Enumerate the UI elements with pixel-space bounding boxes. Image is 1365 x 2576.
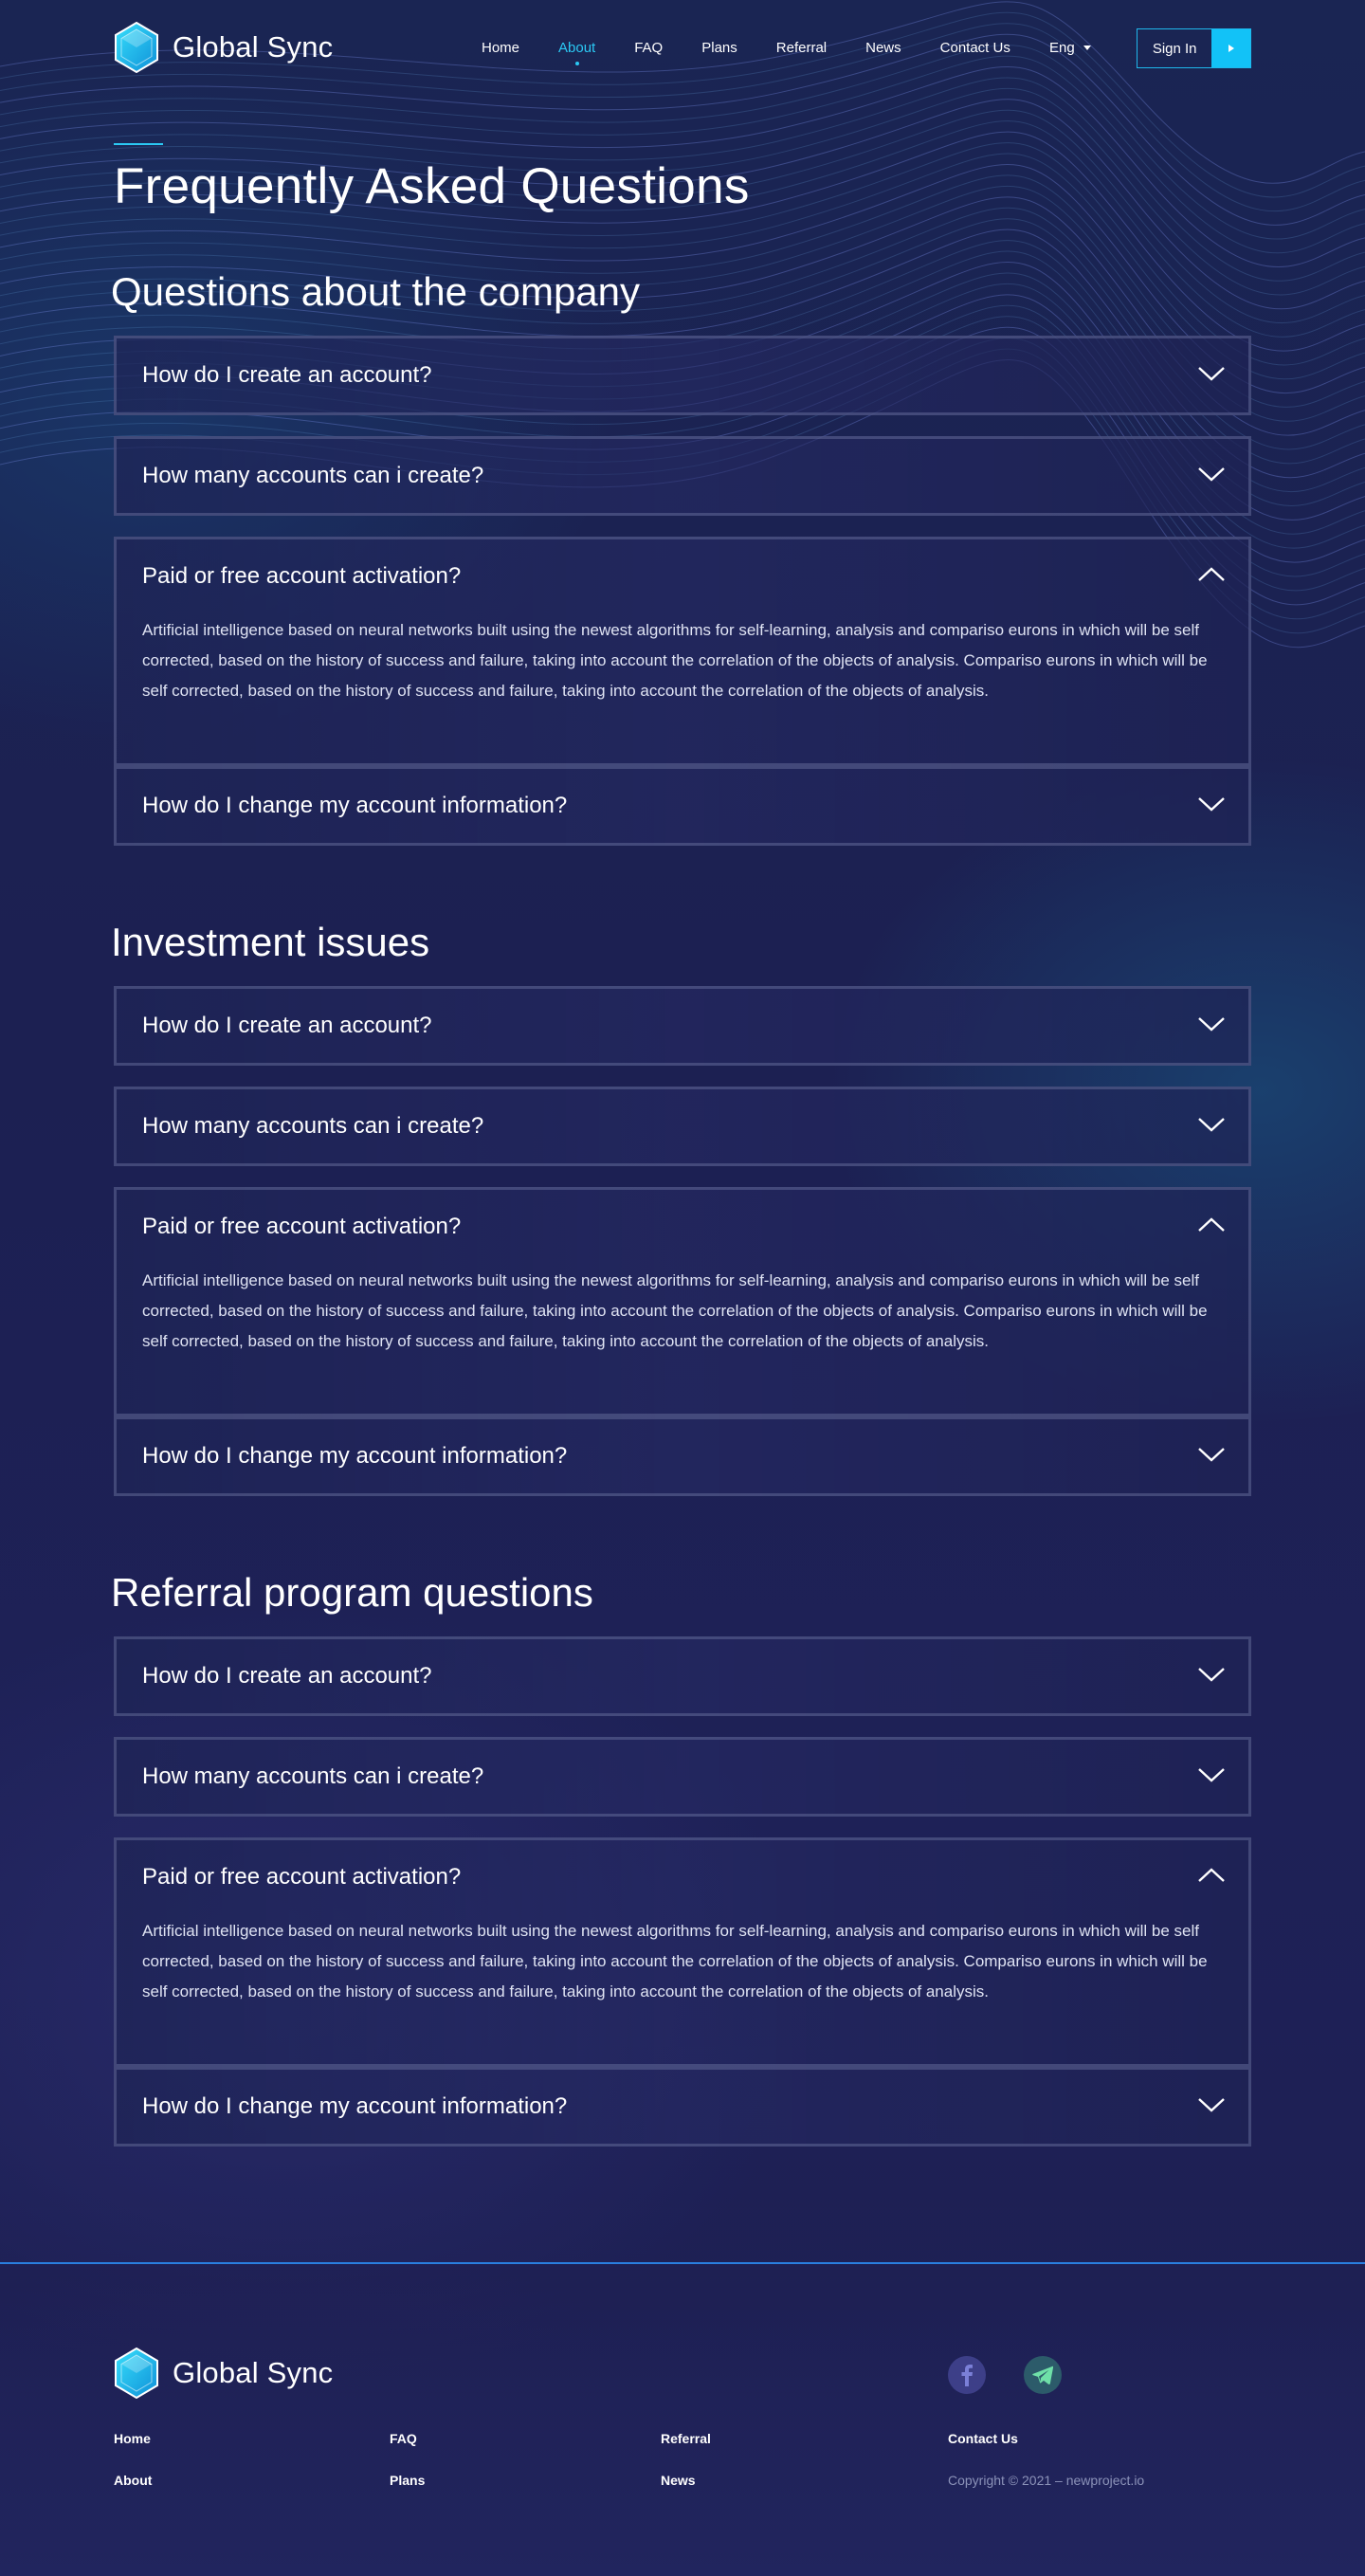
faq-toggle[interactable] bbox=[117, 1419, 1248, 1493]
section-title: Questions about the company bbox=[111, 269, 641, 314]
title-accent-line bbox=[114, 143, 163, 145]
footer-link-plans[interactable]: Plans bbox=[390, 2473, 426, 2488]
nav-referral[interactable]: Referral bbox=[775, 39, 828, 56]
faq-answer: Artificial intelligence based on neural networks built using the newest algorithms for self-learning, analysis and compariso eurons in which will be self corrected, based on the history of success and failure, taking into account the correlation of the objects of analysis. Compariso eurons in which will be self corrected, based on the history of success and failure, taking into account the correlation of the objects of analysis. bbox=[142, 1922, 1208, 2001]
faq-question: How do I change my account information? bbox=[142, 793, 568, 818]
faq-question: Paid or free account activation? bbox=[142, 1214, 462, 1239]
faq-toggle[interactable] bbox=[117, 338, 1248, 412]
wave-line bbox=[0, 56, 1365, 253]
caret-down-icon bbox=[1083, 46, 1091, 50]
site-footer bbox=[0, 2264, 1365, 2576]
page-title: Frequently Asked Questions bbox=[114, 158, 750, 214]
faq-item bbox=[114, 1087, 1251, 1166]
footer-link-about[interactable]: About bbox=[114, 2473, 153, 2488]
faq-item bbox=[114, 986, 1251, 1066]
faq-toggle[interactable] bbox=[117, 989, 1248, 1063]
faq-question: How many accounts can i create? bbox=[142, 1763, 484, 1789]
facebook-link[interactable] bbox=[948, 2356, 986, 2394]
chevron-down-icon bbox=[1197, 465, 1226, 484]
footer-link-home[interactable]: Home bbox=[114, 2431, 151, 2446]
sign-in-label: Sign In bbox=[1152, 40, 1197, 57]
hexagon-logo-icon bbox=[114, 22, 159, 73]
footer-link-news[interactable]: News bbox=[661, 2473, 696, 2488]
chevron-down-icon bbox=[1197, 1445, 1226, 1464]
faq-item bbox=[114, 1837, 1251, 2067]
section-title: Investment issues bbox=[111, 920, 430, 964]
faq-answer: Artificial intelligence based on neural networks built using the newest algorithms for self-learning, analysis and compariso eurons in which will be self corrected, based on the history of success and failure, taking into account the correlation of the objects of analysis. Compariso eurons in which will be self corrected, based on the history of success and failure, taking into account the correlation of the objects of analysis. bbox=[142, 1271, 1208, 1350]
faq-question: How do I create an account? bbox=[142, 1663, 432, 1689]
footer-link-contact-us[interactable]: Contact Us bbox=[948, 2431, 1018, 2446]
chevron-down-icon bbox=[1197, 1665, 1226, 1684]
faq-question: Paid or free account activation? bbox=[142, 563, 462, 589]
telegram-link[interactable] bbox=[1024, 2356, 1062, 2394]
facebook-icon bbox=[960, 2364, 974, 2386]
language-label: Eng bbox=[1049, 39, 1075, 56]
footer-link-referral[interactable]: Referral bbox=[661, 2431, 711, 2446]
faq-question: How do I change my account information? bbox=[142, 2093, 568, 2119]
footer-link-faq[interactable]: FAQ bbox=[390, 2431, 417, 2446]
section-title: Referral program questions bbox=[111, 1570, 593, 1615]
faq-question: How do I change my account information? bbox=[142, 1443, 568, 1469]
chevron-down-icon bbox=[1197, 1014, 1226, 1033]
faq-toggle[interactable] bbox=[117, 1639, 1248, 1713]
faq-question: Paid or free account activation? bbox=[142, 1864, 462, 1890]
footer-brand-logo[interactable] bbox=[114, 2348, 333, 2398]
telegram-icon bbox=[1032, 2366, 1053, 2384]
chevron-up-icon bbox=[1197, 1215, 1226, 1234]
chevron-down-icon bbox=[1197, 795, 1226, 813]
faq-answer: Artificial intelligence based on neural networks built using the newest algorithms for self-learning, analysis and compariso eurons in which will be self corrected, based on the history of success and failure, taking into account the correlation of the objects of analysis. Compariso eurons in which will be self corrected, based on the history of success and failure, taking into account the correlation of the objects of analysis. bbox=[142, 621, 1208, 700]
nav-home[interactable]: Home bbox=[482, 39, 520, 56]
play-arrow-icon bbox=[1211, 29, 1250, 67]
faq-toggle[interactable] bbox=[117, 1089, 1248, 1163]
chevron-up-icon bbox=[1197, 1866, 1226, 1885]
chevron-down-icon bbox=[1197, 2095, 1226, 2114]
chevron-up-icon bbox=[1197, 565, 1226, 584]
hexagon-logo-icon bbox=[114, 2348, 159, 2399]
faq-item bbox=[114, 1416, 1251, 1496]
site-header bbox=[114, 23, 1251, 72]
nav-faq[interactable]: FAQ bbox=[634, 39, 664, 56]
chevron-down-icon bbox=[1197, 1765, 1226, 1784]
faq-item bbox=[114, 766, 1251, 846]
chevron-down-icon bbox=[1197, 364, 1226, 383]
nav-news[interactable]: News bbox=[865, 39, 901, 56]
faq-item bbox=[114, 336, 1251, 415]
faq-question: How many accounts can i create? bbox=[142, 1113, 484, 1139]
chevron-down-icon bbox=[1197, 1115, 1226, 1134]
faq-item bbox=[114, 2067, 1251, 2147]
faq-question: How many accounts can i create? bbox=[142, 463, 484, 488]
faq-item bbox=[114, 1737, 1251, 1817]
nav-plans[interactable]: Plans bbox=[701, 39, 737, 56]
language-select[interactable] bbox=[1049, 23, 1091, 72]
faq-item bbox=[114, 1187, 1251, 1416]
brand-logo[interactable] bbox=[114, 23, 333, 72]
faq-toggle[interactable] bbox=[117, 539, 1248, 613]
faq-item bbox=[114, 436, 1251, 516]
nav-about[interactable]: About bbox=[558, 39, 596, 56]
faq-toggle[interactable] bbox=[117, 2070, 1248, 2144]
brand-name: Global Sync bbox=[173, 30, 334, 64]
faq-question: How do I create an account? bbox=[142, 1013, 432, 1038]
copyright-text: Copyright © 2021 – newproject.io bbox=[948, 2473, 1145, 2488]
faq-toggle[interactable] bbox=[117, 1840, 1248, 1914]
nav-contact-us[interactable]: Contact Us bbox=[939, 39, 1010, 56]
faq-toggle[interactable] bbox=[117, 1740, 1248, 1814]
faq-item bbox=[114, 1636, 1251, 1716]
faq-toggle[interactable] bbox=[117, 769, 1248, 843]
main-nav bbox=[482, 23, 1049, 72]
faq-question: How do I create an account? bbox=[142, 362, 432, 388]
footer-brand-name: Global Sync bbox=[173, 2356, 334, 2389]
faq-toggle[interactable] bbox=[117, 1190, 1248, 1264]
faq-item bbox=[114, 537, 1251, 766]
sign-in-button[interactable] bbox=[1137, 28, 1251, 68]
faq-toggle[interactable] bbox=[117, 439, 1248, 513]
